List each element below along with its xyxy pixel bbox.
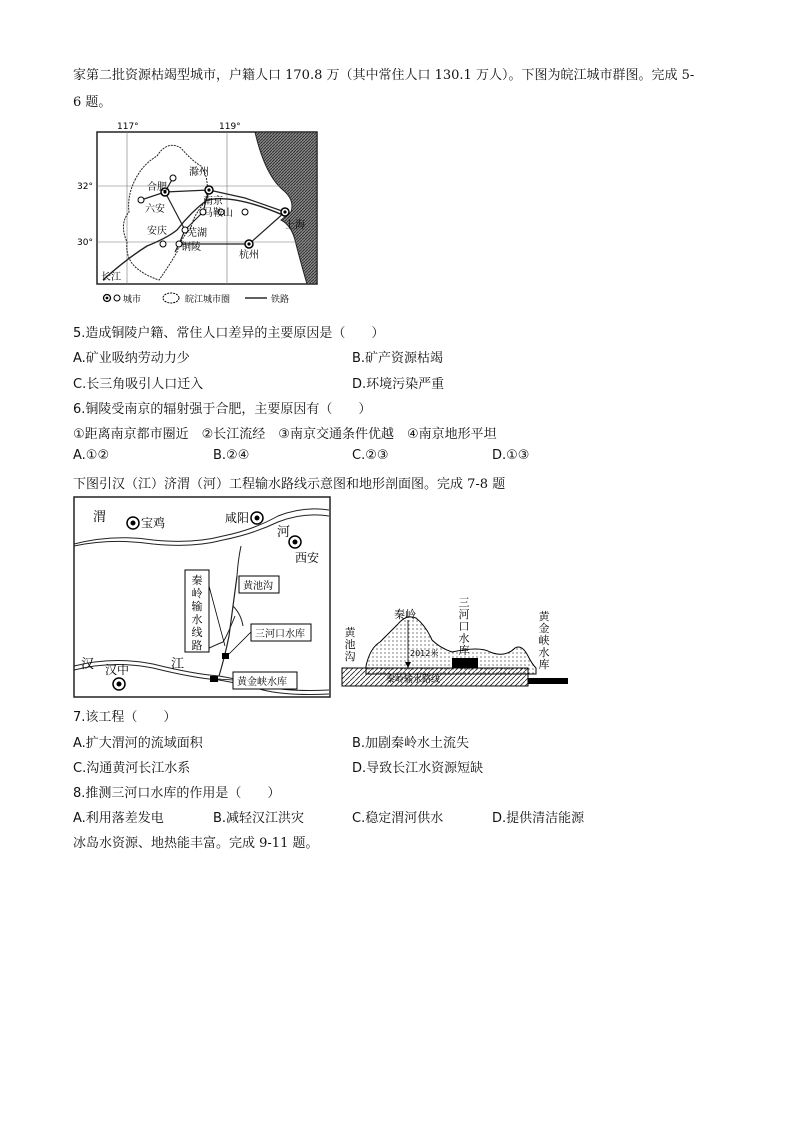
q7-stem: 7.该工程（ ） <box>73 710 177 725</box>
q6-stem: 6.铜陵受南京的辐射强于合肥，主要原因有（ ） <box>73 402 372 417</box>
profile-huangjinxia: 黄金峡水库 <box>538 610 550 671</box>
q6-option-c[interactable]: C.②③ <box>352 448 389 463</box>
intro-line-1: 家第二批资源枯竭型城市，户籍人口 170.8 万（其中常住人口 130.1 万人）。下图为皖江城市群图。完成 5- <box>73 68 695 83</box>
map-label: 三河口水库 <box>255 629 305 640</box>
city-label: 芜湖 <box>187 228 207 239</box>
city-label: 铜陵 <box>181 242 201 253</box>
city-label: 滁州 <box>189 167 209 178</box>
profile-peak-label: 秦岭 <box>394 608 416 621</box>
city-label: 马鞍山 <box>203 208 233 219</box>
map-label: 汉 <box>81 657 95 672</box>
q6-items: ①距离南京都市圈近 ②长江流经 ③南京交通条件优越 ④南京地形平坦 <box>73 427 497 442</box>
lat-label: 30° <box>77 238 93 248</box>
profile-sanhekou: 三河口水库 <box>458 596 470 657</box>
q8-option-d[interactable]: D.提供清洁能源 <box>492 811 585 826</box>
map-label: 汉中 <box>105 663 130 677</box>
q7-option-c[interactable]: C.沟通黄河长江水系 <box>73 761 191 776</box>
q5-option-b[interactable]: B.矿产资源枯竭 <box>352 351 444 366</box>
legend-city: 城市 <box>123 295 142 305</box>
route-label: 秦岭输水线路 <box>191 574 203 652</box>
profile-elevation: 2012米 <box>410 649 439 658</box>
q7-option-a[interactable]: A.扩大渭河的流域面积 <box>73 736 203 751</box>
city-label: 合肥 <box>147 182 167 193</box>
legend-rail: 铁路 <box>271 295 290 305</box>
map-label: 渭 <box>93 510 107 525</box>
q5-option-d[interactable]: D.环境污染严重 <box>352 377 445 392</box>
intro-7-8: 下图引汉（江）济渭（河）工程输水路线示意图和地形剖面图。完成 7-8 题 <box>73 477 506 492</box>
intro-line-2: 6 题。 <box>73 95 112 110</box>
lon-label: 117° <box>117 122 139 132</box>
wanjiang-city-map <box>77 120 321 310</box>
map-label: 黄池沟 <box>243 581 273 592</box>
q8-option-a[interactable]: A.利用落差发电 <box>73 811 164 826</box>
q8-option-c[interactable]: C.稳定渭河供水 <box>352 811 444 826</box>
profile-route-label: 秦岭输水路线 <box>386 675 441 685</box>
q7-option-b[interactable]: B.加剧秦岭水土流失 <box>352 736 470 751</box>
map-label: 江 <box>171 657 185 672</box>
map-label: 黄金峡水库 <box>237 677 287 688</box>
q8-stem: 8.推测三河口水库的作用是（ ） <box>73 786 281 801</box>
city-label: 安庆 <box>147 226 167 237</box>
terrain-profile <box>340 596 572 694</box>
water-transfer-map <box>73 496 331 698</box>
city-label: 上海 <box>285 220 305 231</box>
city-label: 南京 <box>203 196 223 207</box>
q6-option-b[interactable]: B.②④ <box>213 448 250 463</box>
lat-label: 32° <box>77 182 93 192</box>
map-label: 河 <box>277 525 291 540</box>
city-label: 杭州 <box>239 250 259 261</box>
legend-region: 皖江城市圈 <box>185 295 231 305</box>
city-label: 六安 <box>145 204 165 215</box>
map-label: 西安 <box>295 551 320 565</box>
q7-option-d[interactable]: D.导致长江水资源短缺 <box>352 761 484 776</box>
profile-huangchigou: 黄池沟 <box>344 626 356 663</box>
map-label: 宝鸡 <box>141 516 166 530</box>
map-label: 咸阳 <box>225 511 250 525</box>
q8-option-b[interactable]: B.减轻汉江洪灾 <box>213 811 305 826</box>
q5-option-c[interactable]: C.长三角吸引人口迁入 <box>73 377 204 392</box>
q6-option-d[interactable]: D.①③ <box>492 448 530 463</box>
lon-label: 119° <box>219 122 241 132</box>
q5-option-a[interactable]: A.矿业吸纳劳动力少 <box>73 351 190 366</box>
q6-option-a[interactable]: A.①② <box>73 448 110 463</box>
q5-stem: 5.造成铜陵户籍、常住人口差异的主要原因是（ ） <box>73 326 385 341</box>
river-label: 长江 <box>101 272 121 283</box>
intro-9-11: 冰岛水资源、地热能丰富。完成 9-11 题。 <box>73 836 319 851</box>
